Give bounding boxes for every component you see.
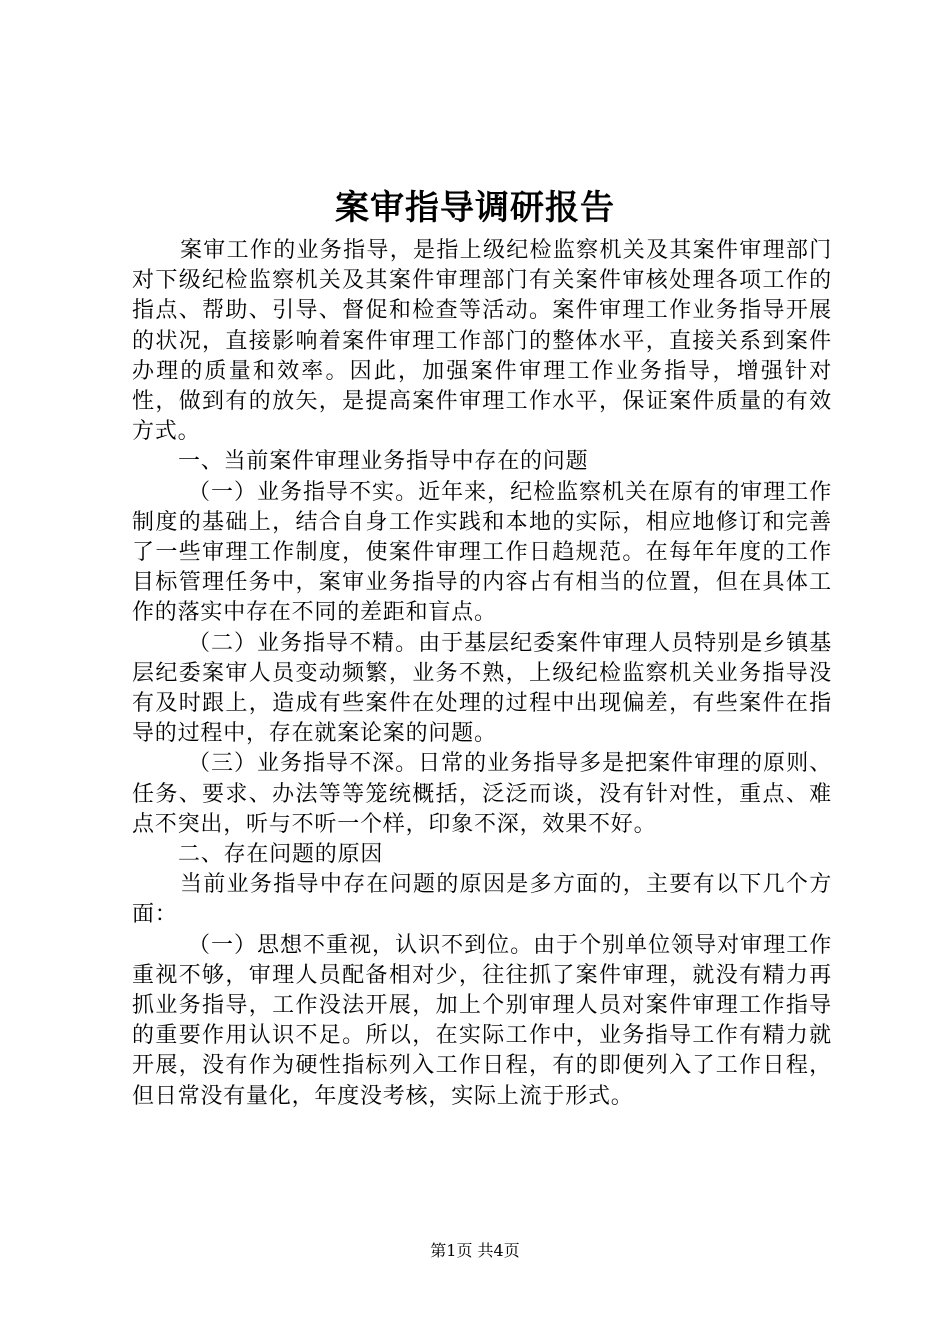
document-body <box>132 236 832 1112</box>
paragraph-cause-1: （一）思想不重视，认识不到位。由于个别单位领导对审理工作重视不够，审理人员配备相对少，往往抓了案件审理，就没有精力再抓业务指导，工作没法开展，加上个别审理人员对案件审理工作指导的重要作用认识不足。所以，在实际工作中，业务指导工作有精力就开展，没有作为硬性指标列入工作日程，有的即便列入了工作日程，但日常没有量化，年度没考核，实际上流于形式。 <box>132 932 832 1109</box>
paragraph-problem-2: （二）业务指导不精。由于基层纪委案件审理人员特别是乡镇基层纪委案审人员变动频繁，业务不熟，上级纪检监察机关业务指导没有及时跟上，造成有些案件在处理的过程中出现偏差，有些案件在指导的过程中，存在就案论案的问题。 <box>132 630 832 747</box>
section-heading-causes: 二、存在问题的原因 <box>178 842 384 868</box>
page-footer: 第1页 共4页 <box>430 1241 520 1260</box>
paragraph-problem-3: （三）业务指导不深。日常的业务指导多是把案件审理的原则、任务、要求、办法等等笼统概括，泛泛而谈，没有针对性，重点、难点不突出，听与不听一个样，印象不深，效果不好。 <box>132 751 832 837</box>
section-heading-problems: 一、当前案件审理业务指导中存在的问题 <box>178 449 589 475</box>
paragraph-problem-1: （一）业务指导不实。近年来，纪检监察机关在原有的审理工作制度的基础上，结合自身工作实践和本地的实际，相应地修订和完善了一些审理工作制度，使案件审理工作日趋规范。在每年年度的工作目标管理任务中，案审业务指导的内容占有相当的位置，但在具体工作的落实中存在不同的差距和盲点。 <box>132 479 832 626</box>
paragraph-causes-intro: 当前业务指导中存在问题的原因是多方面的，主要有以下几个方面： <box>132 872 832 928</box>
paragraph-intro: 案审工作的业务指导，是指上级纪检监察机关及其案件审理部门对下级纪检监察机关及其案件审理部门有关案件审核处理各项工作的指点、帮助、引导、督促和检查等活动。案件审理工作业务指导开展的状况，直接影响着案件审理工作部门的整体水平，直接关系到案件办理的质量和效率。因此，加强案件审理工作业务指导，增强针对性，做到有的放矢，是提高案件审理工作水平，保证案件质量的有效方式。 <box>132 238 832 445</box>
document-title: 案审指导调研报告 <box>335 188 615 228</box>
